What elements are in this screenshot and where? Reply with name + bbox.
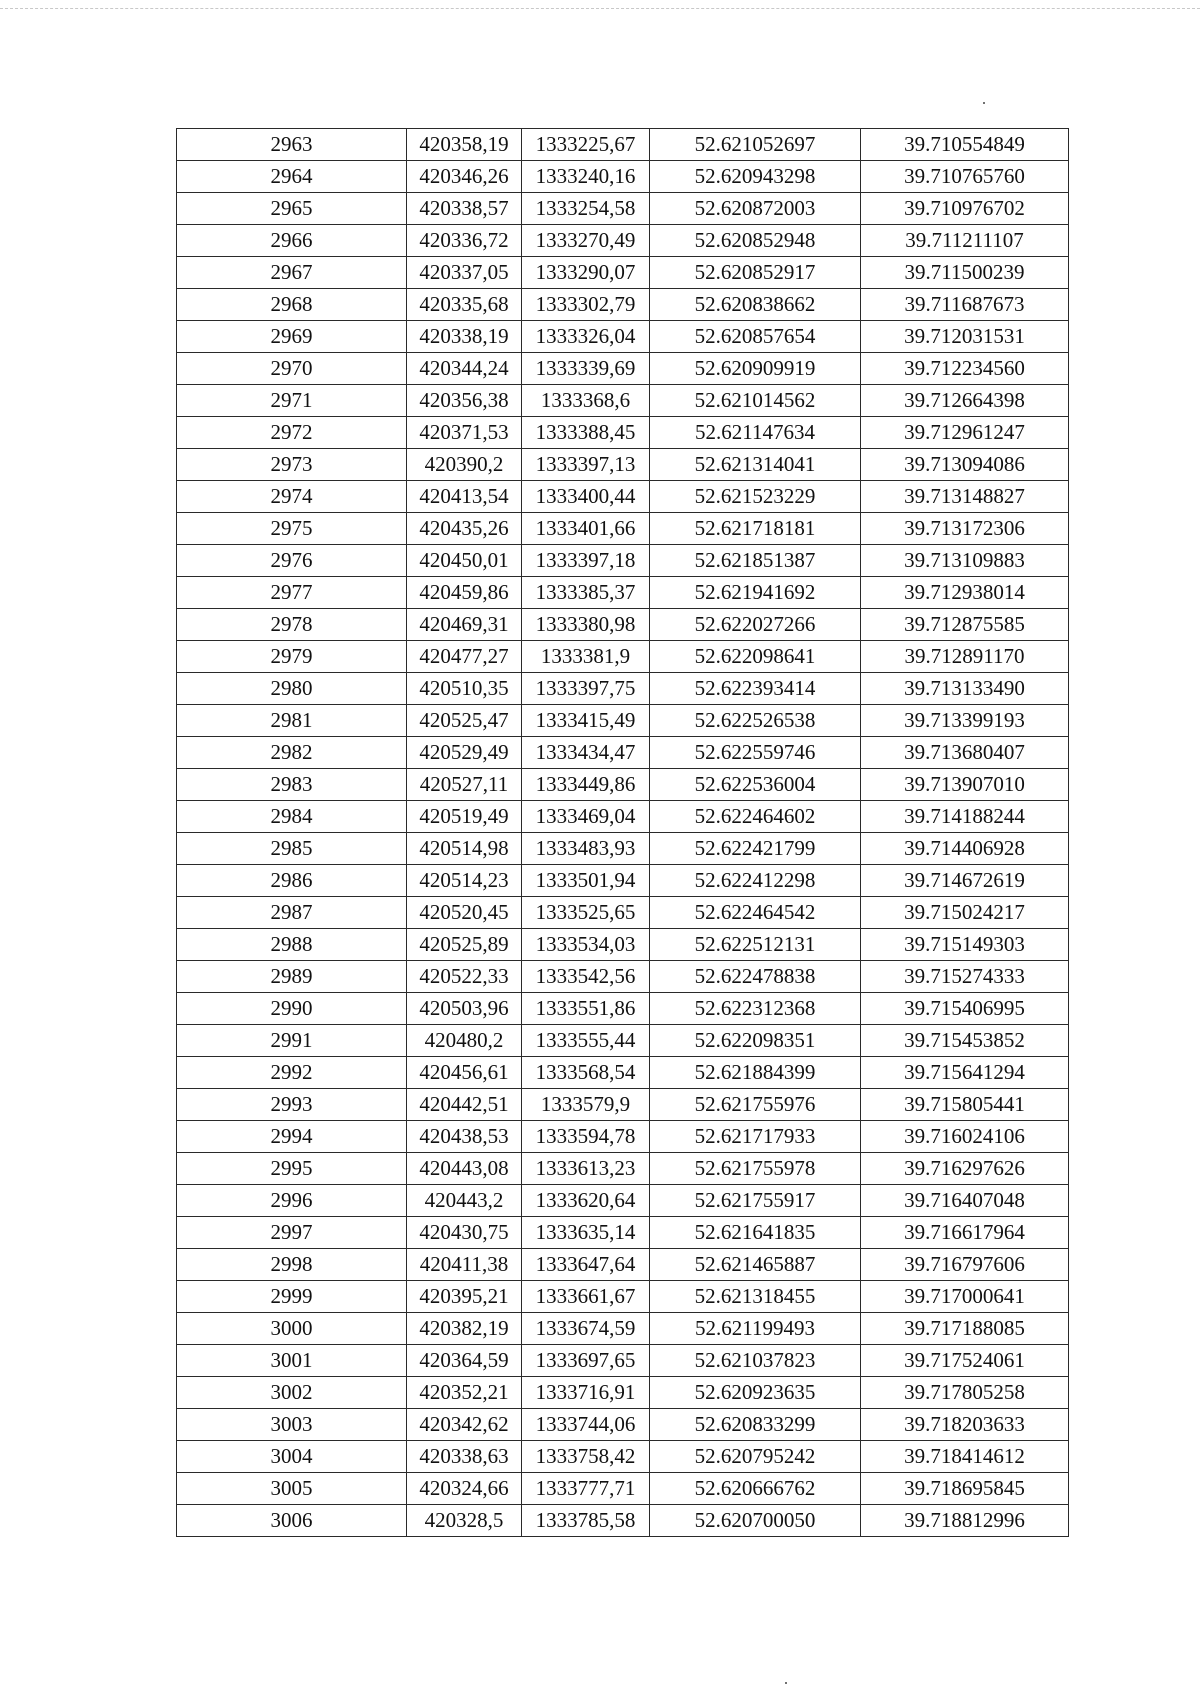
latitude-cell: 52.621052697 [650, 129, 861, 161]
longitude-cell: 39.716797606 [861, 1249, 1069, 1281]
y-coordinate-cell: 1333434,47 [522, 737, 650, 769]
latitude-cell: 52.622098641 [650, 641, 861, 673]
point-number-cell: 2996 [177, 1185, 407, 1217]
y-coordinate-cell: 1333620,64 [522, 1185, 650, 1217]
x-coordinate-cell: 420338,63 [407, 1441, 522, 1473]
x-coordinate-cell: 420364,59 [407, 1345, 522, 1377]
x-coordinate-cell: 420413,54 [407, 481, 522, 513]
latitude-cell: 52.622526538 [650, 705, 861, 737]
y-coordinate-cell: 1333400,44 [522, 481, 650, 513]
point-number-cell: 2994 [177, 1121, 407, 1153]
latitude-cell: 52.621755976 [650, 1089, 861, 1121]
table-row [177, 673, 1069, 705]
y-coordinate-cell: 1333290,07 [522, 257, 650, 289]
longitude-cell: 39.715149303 [861, 929, 1069, 961]
longitude-cell: 39.710554849 [861, 129, 1069, 161]
latitude-cell: 52.620943298 [650, 161, 861, 193]
latitude-cell: 52.621014562 [650, 385, 861, 417]
point-number-cell: 2980 [177, 673, 407, 705]
table-row [177, 193, 1069, 225]
point-number-cell: 2999 [177, 1281, 407, 1313]
y-coordinate-cell: 1333368,6 [522, 385, 650, 417]
table-row [177, 577, 1069, 609]
x-coordinate-cell: 420390,2 [407, 449, 522, 481]
longitude-cell: 39.718695845 [861, 1473, 1069, 1505]
y-coordinate-cell: 1333542,56 [522, 961, 650, 993]
point-number-cell: 2993 [177, 1089, 407, 1121]
longitude-cell: 39.714672619 [861, 865, 1069, 897]
point-number-cell: 2983 [177, 769, 407, 801]
latitude-cell: 52.620795242 [650, 1441, 861, 1473]
longitude-cell: 39.718812996 [861, 1505, 1069, 1537]
table-row [177, 1441, 1069, 1473]
scan-speck [785, 1682, 787, 1684]
table-row [177, 1409, 1069, 1441]
x-coordinate-cell: 420459,86 [407, 577, 522, 609]
table-row [177, 129, 1069, 161]
y-coordinate-cell: 1333551,86 [522, 993, 650, 1025]
latitude-cell: 52.622421799 [650, 833, 861, 865]
latitude-cell: 52.622478838 [650, 961, 861, 993]
y-coordinate-cell: 1333254,58 [522, 193, 650, 225]
y-coordinate-cell: 1333388,45 [522, 417, 650, 449]
point-number-cell: 3004 [177, 1441, 407, 1473]
point-number-cell: 2974 [177, 481, 407, 513]
y-coordinate-cell: 1333380,98 [522, 609, 650, 641]
table-row [177, 705, 1069, 737]
longitude-cell: 39.712891170 [861, 641, 1069, 673]
latitude-cell: 52.622027266 [650, 609, 861, 641]
y-coordinate-cell: 1333534,03 [522, 929, 650, 961]
x-coordinate-cell: 420324,66 [407, 1473, 522, 1505]
point-number-cell: 3005 [177, 1473, 407, 1505]
table-row [177, 897, 1069, 929]
y-coordinate-cell: 1333744,06 [522, 1409, 650, 1441]
x-coordinate-cell: 420510,35 [407, 673, 522, 705]
point-number-cell: 2998 [177, 1249, 407, 1281]
latitude-cell: 52.622098351 [650, 1025, 861, 1057]
x-coordinate-cell: 420450,01 [407, 545, 522, 577]
point-number-cell: 2982 [177, 737, 407, 769]
longitude-cell: 39.716297626 [861, 1153, 1069, 1185]
point-number-cell: 2970 [177, 353, 407, 385]
x-coordinate-cell: 420344,24 [407, 353, 522, 385]
x-coordinate-cell: 420525,89 [407, 929, 522, 961]
x-coordinate-cell: 420503,96 [407, 993, 522, 1025]
y-coordinate-cell: 1333555,44 [522, 1025, 650, 1057]
point-number-cell: 2992 [177, 1057, 407, 1089]
longitude-cell: 39.718414612 [861, 1441, 1069, 1473]
y-coordinate-cell: 1333401,66 [522, 513, 650, 545]
latitude-cell: 52.622464542 [650, 897, 861, 929]
x-coordinate-cell: 420338,57 [407, 193, 522, 225]
table-row [177, 769, 1069, 801]
point-number-cell: 2987 [177, 897, 407, 929]
latitude-cell: 52.622464602 [650, 801, 861, 833]
table-row [177, 1153, 1069, 1185]
table-row [177, 641, 1069, 673]
table-row [177, 737, 1069, 769]
point-number-cell: 2966 [177, 225, 407, 257]
y-coordinate-cell: 1333415,49 [522, 705, 650, 737]
latitude-cell: 52.621037823 [650, 1345, 861, 1377]
point-number-cell: 2975 [177, 513, 407, 545]
point-number-cell: 3000 [177, 1313, 407, 1345]
y-coordinate-cell: 1333568,54 [522, 1057, 650, 1089]
y-coordinate-cell: 1333594,78 [522, 1121, 650, 1153]
point-number-cell: 2972 [177, 417, 407, 449]
x-coordinate-cell: 420337,05 [407, 257, 522, 289]
longitude-cell: 39.715274333 [861, 961, 1069, 993]
point-number-cell: 3001 [177, 1345, 407, 1377]
longitude-cell: 39.715406995 [861, 993, 1069, 1025]
point-number-cell: 2995 [177, 1153, 407, 1185]
latitude-cell: 52.620852948 [650, 225, 861, 257]
table-row [177, 1217, 1069, 1249]
table-row [177, 385, 1069, 417]
longitude-cell: 39.716024106 [861, 1121, 1069, 1153]
latitude-cell: 52.621851387 [650, 545, 861, 577]
longitude-cell: 39.715453852 [861, 1025, 1069, 1057]
y-coordinate-cell: 1333397,18 [522, 545, 650, 577]
longitude-cell: 39.710765760 [861, 161, 1069, 193]
scan-speck [983, 102, 985, 104]
longitude-cell: 39.715805441 [861, 1089, 1069, 1121]
point-number-cell: 2978 [177, 609, 407, 641]
longitude-cell: 39.717188085 [861, 1313, 1069, 1345]
latitude-cell: 52.620909919 [650, 353, 861, 385]
point-number-cell: 2971 [177, 385, 407, 417]
point-number-cell: 3002 [177, 1377, 407, 1409]
table-row [177, 929, 1069, 961]
x-coordinate-cell: 420520,45 [407, 897, 522, 929]
x-coordinate-cell: 420395,21 [407, 1281, 522, 1313]
point-number-cell: 2989 [177, 961, 407, 993]
table-row [177, 993, 1069, 1025]
longitude-cell: 39.713907010 [861, 769, 1069, 801]
table-row [177, 1345, 1069, 1377]
x-coordinate-cell: 420527,11 [407, 769, 522, 801]
point-number-cell: 2979 [177, 641, 407, 673]
x-coordinate-cell: 420335,68 [407, 289, 522, 321]
x-coordinate-cell: 420336,72 [407, 225, 522, 257]
x-coordinate-cell: 420529,49 [407, 737, 522, 769]
y-coordinate-cell: 1333385,37 [522, 577, 650, 609]
point-number-cell: 2997 [177, 1217, 407, 1249]
table-row [177, 545, 1069, 577]
point-number-cell: 2969 [177, 321, 407, 353]
x-coordinate-cell: 420438,53 [407, 1121, 522, 1153]
table-row [177, 1121, 1069, 1153]
longitude-cell: 39.713680407 [861, 737, 1069, 769]
latitude-cell: 52.620872003 [650, 193, 861, 225]
latitude-cell: 52.621199493 [650, 1313, 861, 1345]
point-number-cell: 2986 [177, 865, 407, 897]
longitude-cell: 39.713094086 [861, 449, 1069, 481]
y-coordinate-cell: 1333240,16 [522, 161, 650, 193]
table-row [177, 1377, 1069, 1409]
latitude-cell: 52.621523229 [650, 481, 861, 513]
x-coordinate-cell: 420356,38 [407, 385, 522, 417]
latitude-cell: 52.622412298 [650, 865, 861, 897]
y-coordinate-cell: 1333758,42 [522, 1441, 650, 1473]
latitude-cell: 52.621717933 [650, 1121, 861, 1153]
latitude-cell: 52.620838662 [650, 289, 861, 321]
point-number-cell: 2990 [177, 993, 407, 1025]
table-row [177, 961, 1069, 993]
coordinates-table-body [177, 129, 1069, 1537]
x-coordinate-cell: 420442,51 [407, 1089, 522, 1121]
longitude-cell: 39.716617964 [861, 1217, 1069, 1249]
point-number-cell: 2963 [177, 129, 407, 161]
y-coordinate-cell: 1333697,65 [522, 1345, 650, 1377]
latitude-cell: 52.622536004 [650, 769, 861, 801]
longitude-cell: 39.712234560 [861, 353, 1069, 385]
latitude-cell: 52.621884399 [650, 1057, 861, 1089]
x-coordinate-cell: 420456,61 [407, 1057, 522, 1089]
y-coordinate-cell: 1333525,65 [522, 897, 650, 929]
latitude-cell: 52.621718181 [650, 513, 861, 545]
latitude-cell: 52.621318455 [650, 1281, 861, 1313]
x-coordinate-cell: 420358,19 [407, 129, 522, 161]
y-coordinate-cell: 1333777,71 [522, 1473, 650, 1505]
table-row [177, 289, 1069, 321]
coordinates-table [176, 128, 1069, 1537]
latitude-cell: 52.620833299 [650, 1409, 861, 1441]
longitude-cell: 39.715024217 [861, 897, 1069, 929]
longitude-cell: 39.712031531 [861, 321, 1069, 353]
table-row [177, 321, 1069, 353]
longitude-cell: 39.717524061 [861, 1345, 1069, 1377]
x-coordinate-cell: 420352,21 [407, 1377, 522, 1409]
table-row [177, 417, 1069, 449]
y-coordinate-cell: 1333339,69 [522, 353, 650, 385]
table-row [177, 1249, 1069, 1281]
x-coordinate-cell: 420435,26 [407, 513, 522, 545]
x-coordinate-cell: 420514,98 [407, 833, 522, 865]
x-coordinate-cell: 420519,49 [407, 801, 522, 833]
longitude-cell: 39.712664398 [861, 385, 1069, 417]
point-number-cell: 2968 [177, 289, 407, 321]
x-coordinate-cell: 420346,26 [407, 161, 522, 193]
point-number-cell: 3003 [177, 1409, 407, 1441]
longitude-cell: 39.716407048 [861, 1185, 1069, 1217]
point-number-cell: 2991 [177, 1025, 407, 1057]
table-row [177, 161, 1069, 193]
y-coordinate-cell: 1333501,94 [522, 865, 650, 897]
latitude-cell: 52.622559746 [650, 737, 861, 769]
table-row [177, 1057, 1069, 1089]
longitude-cell: 39.711687673 [861, 289, 1069, 321]
y-coordinate-cell: 1333661,67 [522, 1281, 650, 1313]
latitude-cell: 52.621641835 [650, 1217, 861, 1249]
x-coordinate-cell: 420342,62 [407, 1409, 522, 1441]
y-coordinate-cell: 1333326,04 [522, 321, 650, 353]
point-number-cell: 3006 [177, 1505, 407, 1537]
x-coordinate-cell: 420382,19 [407, 1313, 522, 1345]
table-row [177, 481, 1069, 513]
longitude-cell: 39.713172306 [861, 513, 1069, 545]
point-number-cell: 2967 [177, 257, 407, 289]
latitude-cell: 52.621314041 [650, 449, 861, 481]
longitude-cell: 39.713109883 [861, 545, 1069, 577]
latitude-cell: 52.620923635 [650, 1377, 861, 1409]
longitude-cell: 39.711500239 [861, 257, 1069, 289]
point-number-cell: 2981 [177, 705, 407, 737]
table-row [177, 609, 1069, 641]
longitude-cell: 39.714406928 [861, 833, 1069, 865]
y-coordinate-cell: 1333270,49 [522, 225, 650, 257]
y-coordinate-cell: 1333674,59 [522, 1313, 650, 1345]
latitude-cell: 52.622393414 [650, 673, 861, 705]
x-coordinate-cell: 420443,08 [407, 1153, 522, 1185]
table-row [177, 449, 1069, 481]
latitude-cell: 52.621941692 [650, 577, 861, 609]
y-coordinate-cell: 1333785,58 [522, 1505, 650, 1537]
latitude-cell: 52.621147634 [650, 417, 861, 449]
longitude-cell: 39.718203633 [861, 1409, 1069, 1441]
y-coordinate-cell: 1333449,86 [522, 769, 650, 801]
longitude-cell: 39.712938014 [861, 577, 1069, 609]
table-row [177, 833, 1069, 865]
latitude-cell: 52.620852917 [650, 257, 861, 289]
x-coordinate-cell: 420525,47 [407, 705, 522, 737]
latitude-cell: 52.621755917 [650, 1185, 861, 1217]
latitude-cell: 52.622512131 [650, 929, 861, 961]
y-coordinate-cell: 1333469,04 [522, 801, 650, 833]
longitude-cell: 39.715641294 [861, 1057, 1069, 1089]
y-coordinate-cell: 1333302,79 [522, 289, 650, 321]
longitude-cell: 39.714188244 [861, 801, 1069, 833]
point-number-cell: 2988 [177, 929, 407, 961]
y-coordinate-cell: 1333381,9 [522, 641, 650, 673]
x-coordinate-cell: 420443,2 [407, 1185, 522, 1217]
point-number-cell: 2977 [177, 577, 407, 609]
x-coordinate-cell: 420477,27 [407, 641, 522, 673]
point-number-cell: 2976 [177, 545, 407, 577]
table-row [177, 1313, 1069, 1345]
table-row [177, 1473, 1069, 1505]
point-number-cell: 2973 [177, 449, 407, 481]
longitude-cell: 39.712875585 [861, 609, 1069, 641]
x-coordinate-cell: 420371,53 [407, 417, 522, 449]
y-coordinate-cell: 1333635,14 [522, 1217, 650, 1249]
table-row [177, 513, 1069, 545]
table-row [177, 1281, 1069, 1313]
latitude-cell: 52.621755978 [650, 1153, 861, 1185]
x-coordinate-cell: 420430,75 [407, 1217, 522, 1249]
latitude-cell: 52.622312368 [650, 993, 861, 1025]
y-coordinate-cell: 1333716,91 [522, 1377, 650, 1409]
latitude-cell: 52.621465887 [650, 1249, 861, 1281]
table-row [177, 1089, 1069, 1121]
table-row [177, 801, 1069, 833]
y-coordinate-cell: 1333397,75 [522, 673, 650, 705]
y-coordinate-cell: 1333397,13 [522, 449, 650, 481]
longitude-cell: 39.713148827 [861, 481, 1069, 513]
y-coordinate-cell: 1333579,9 [522, 1089, 650, 1121]
longitude-cell: 39.713133490 [861, 673, 1069, 705]
scan-edge-line [0, 8, 1200, 9]
table-row [177, 1505, 1069, 1537]
x-coordinate-cell: 420328,5 [407, 1505, 522, 1537]
table-row [177, 257, 1069, 289]
table-row [177, 1025, 1069, 1057]
y-coordinate-cell: 1333647,64 [522, 1249, 650, 1281]
x-coordinate-cell: 420514,23 [407, 865, 522, 897]
y-coordinate-cell: 1333483,93 [522, 833, 650, 865]
x-coordinate-cell: 420469,31 [407, 609, 522, 641]
longitude-cell: 39.717805258 [861, 1377, 1069, 1409]
x-coordinate-cell: 420522,33 [407, 961, 522, 993]
x-coordinate-cell: 420411,38 [407, 1249, 522, 1281]
longitude-cell: 39.713399193 [861, 705, 1069, 737]
table-row [177, 865, 1069, 897]
table-row [177, 225, 1069, 257]
point-number-cell: 2964 [177, 161, 407, 193]
latitude-cell: 52.620857654 [650, 321, 861, 353]
table-row [177, 1185, 1069, 1217]
longitude-cell: 39.711211107 [861, 225, 1069, 257]
point-number-cell: 2985 [177, 833, 407, 865]
y-coordinate-cell: 1333613,23 [522, 1153, 650, 1185]
table-row [177, 353, 1069, 385]
point-number-cell: 2984 [177, 801, 407, 833]
x-coordinate-cell: 420480,2 [407, 1025, 522, 1057]
x-coordinate-cell: 420338,19 [407, 321, 522, 353]
latitude-cell: 52.620700050 [650, 1505, 861, 1537]
longitude-cell: 39.717000641 [861, 1281, 1069, 1313]
latitude-cell: 52.620666762 [650, 1473, 861, 1505]
point-number-cell: 2965 [177, 193, 407, 225]
y-coordinate-cell: 1333225,67 [522, 129, 650, 161]
longitude-cell: 39.710976702 [861, 193, 1069, 225]
longitude-cell: 39.712961247 [861, 417, 1069, 449]
